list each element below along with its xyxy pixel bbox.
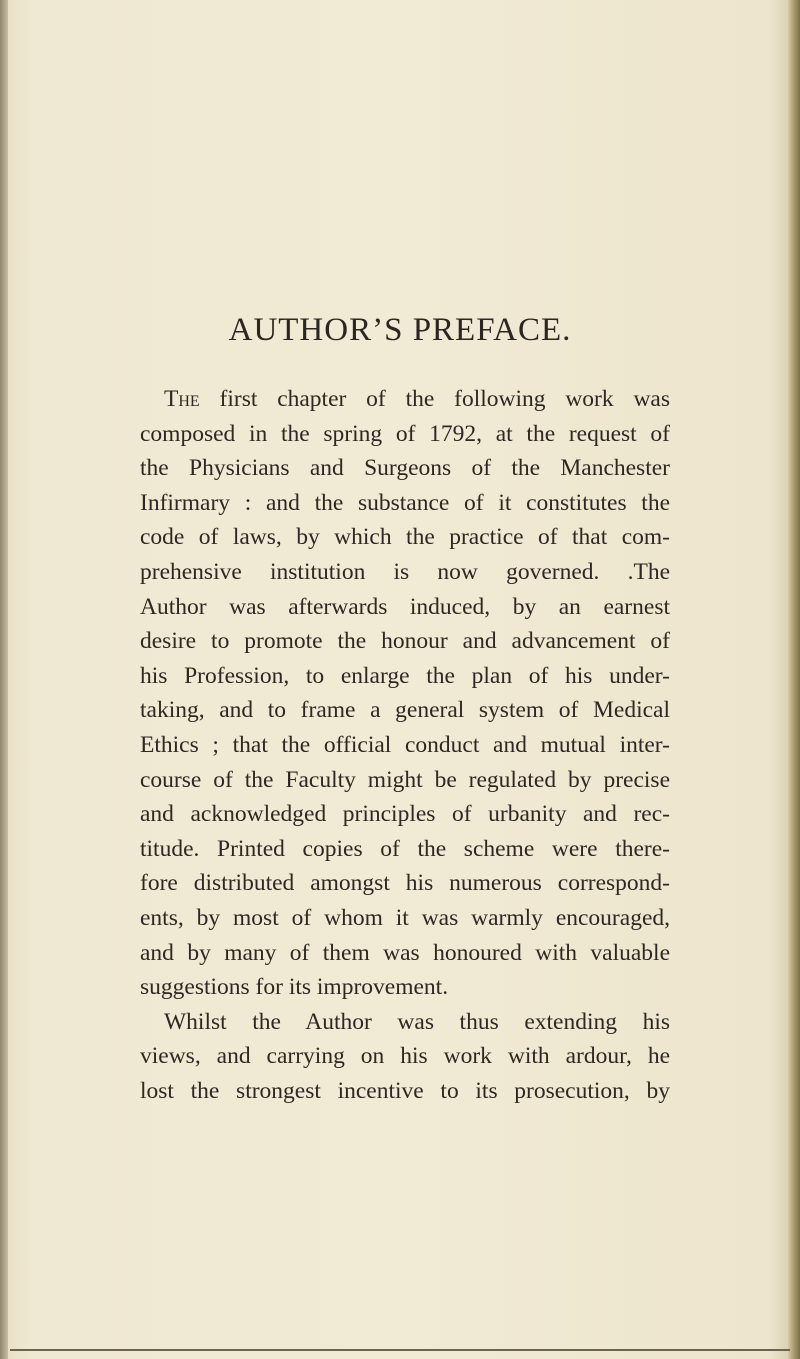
paragraph-1-line-7: Author was afterwards induced, by an earnest [140,593,670,620]
paragraph-1-line-12: course of the Faculty might be regulated by precise [140,766,670,793]
paragraph-1-line-10: taking, and to frame a general system of Medical [140,697,670,724]
page-edge-right [788,0,800,1359]
preface-text [140,382,670,1108]
paragraph-2-line-1: Whilst the Author was thus extending his [164,1008,670,1035]
first-word: The [164,386,200,412]
paragraph-1-line-5: code of laws, by which the practice of that com- [140,524,670,551]
paragraph-1-line-4: Infirmary : and the substance of it constitutes the [140,489,670,516]
paragraph-2-line-3: lost the strongest incentive to its prosecution, by [140,1077,670,1104]
paragraph-1-line-3: the Physicians and Surgeons of the Manchester [140,455,670,482]
paragraph-1-line-8: desire to promote the honour and advancement of [140,628,670,655]
page-bottom-edge [10,1349,790,1351]
paragraph-1-line-13: and acknowledged principles of urbanity and rec- [140,801,670,828]
paragraph-1-line-2: composed in the spring of 1792, at the request of [140,420,670,447]
page-title: AUTHOR’S PREFACE. [228,312,572,348]
paragraph-1-line-11: Ethics ; that the official conduct and mutual inter- [140,731,670,758]
paragraph-1-line-1: The first chapter of the following work was [164,386,670,412]
page-gutter-left [0,0,8,1359]
paragraph-1-line-14: titude. Printed copies of the scheme were there- [140,835,670,862]
paragraph-1-line-6: prehensive institution is now governed. .The [140,558,670,585]
paragraph-1-line-18: suggestions for its improvement. [140,974,449,1001]
paragraph-1-line-15: fore distributed amongst his numerous correspond- [140,870,670,897]
paragraph-1-line-17: and by many of them was honoured with valuable [140,939,670,966]
paragraph-2-line-2: views, and carrying on his work with ardour, he [140,1043,670,1070]
paragraph-1-line-9: his Profession, to enlarge the plan of his under- [140,662,670,689]
paragraph-1-line-16: ents, by most of whom it was warmly encouraged, [140,904,670,931]
